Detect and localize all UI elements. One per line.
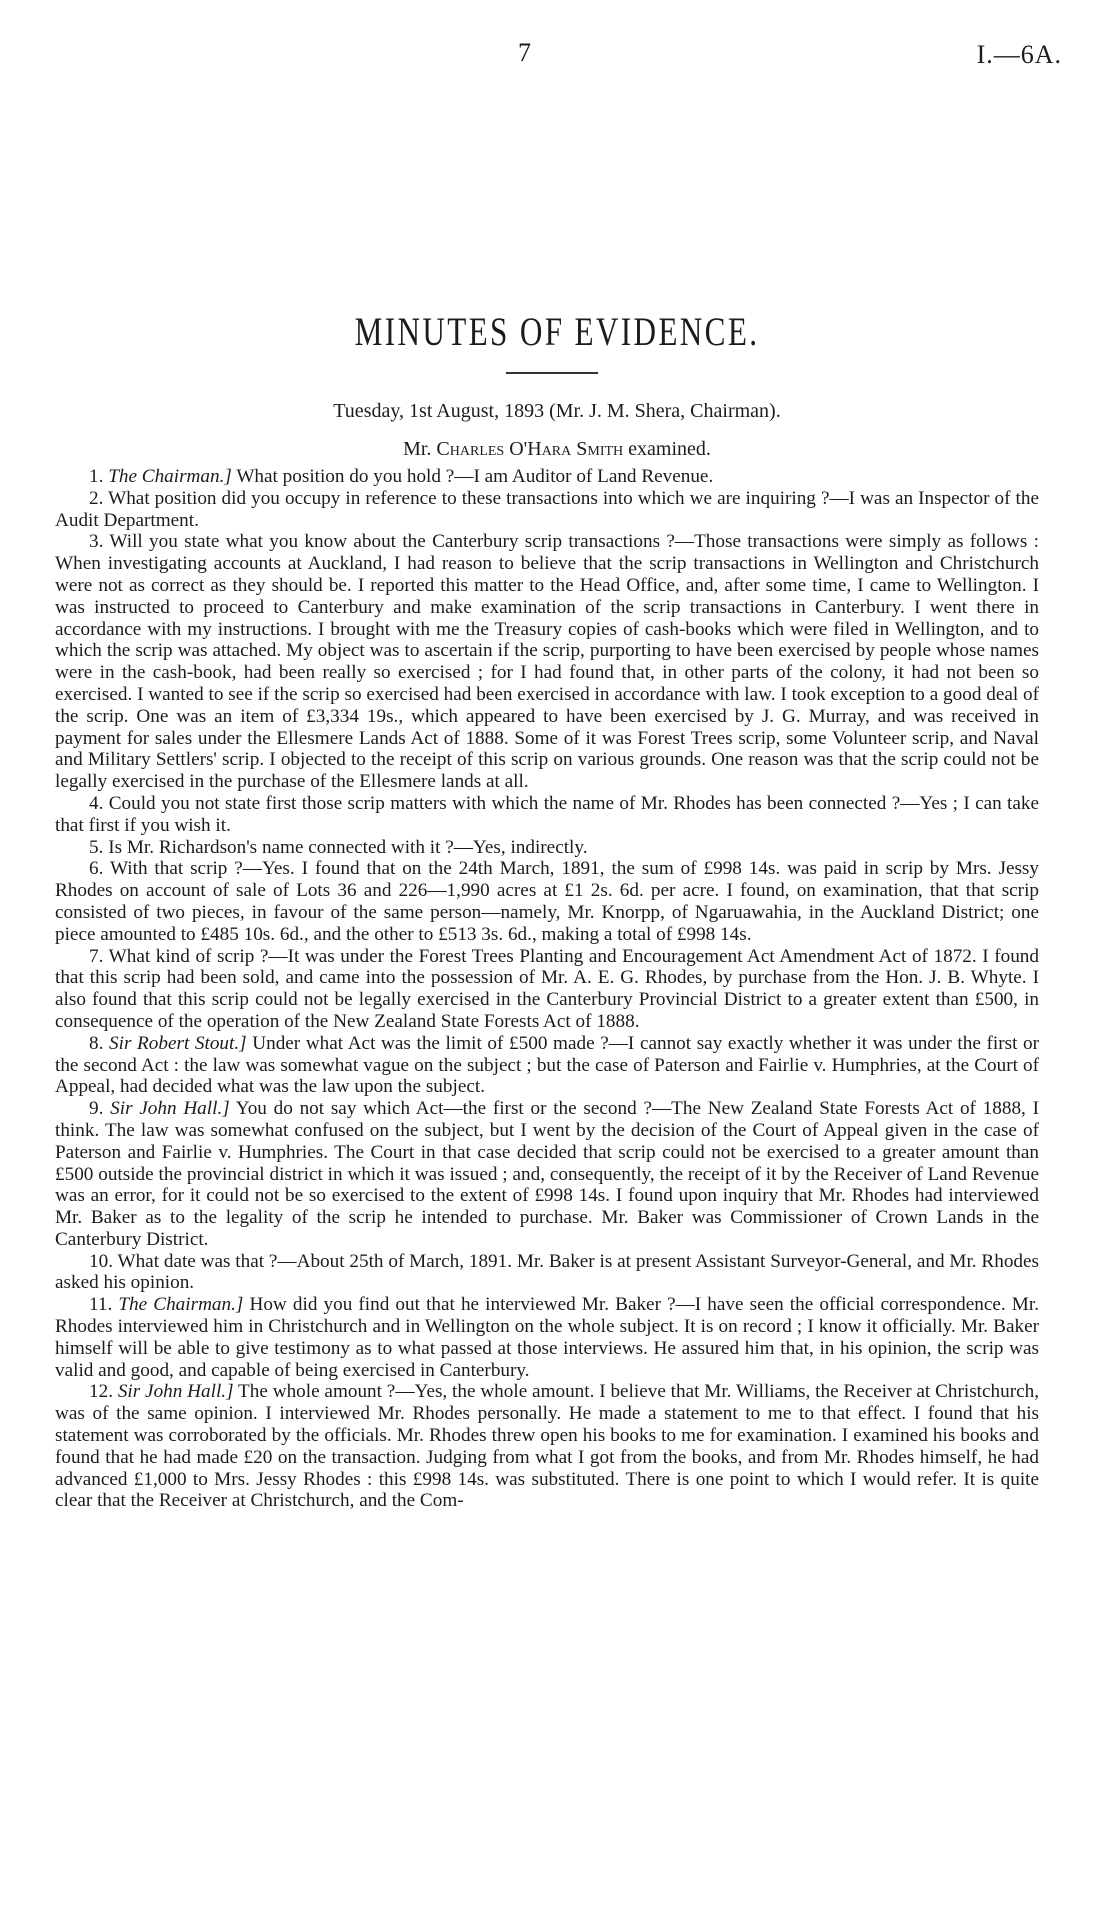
witness-suffix: examined. <box>628 438 711 460</box>
paragraph-text: You do not say which Act—the first or the second ?—The New Zealand State Forests Act of 1888, I think. The law was somewhat confused on the subject, but I went by the decision of the Court of Appeal given in the case of Paterson and Fairlie v. Humphries. The Court in that case decided that scrip could not be exercised to a greater amount than £500 outside the provincial district in which it was issued ; and, consequently, the receipt of it by the Receiver of Land Revenue was an error, for it could not be so exercised to the extent of £998 14s. I found upon inquiry that Mr. Rhodes had interviewed Mr. Baker as to the legality of the scrip he intended to purchase. Mr. Baker was Commissioner of Crown Lands in the Canterbury District. <box>55 1098 1039 1250</box>
paragraph-number: 9. <box>89 1098 104 1120</box>
evidence-paragraph <box>55 1098 1039 1251</box>
session-date-line: Tuesday, 1st August, 1893 (Mr. J. M. Shera, Chairman). <box>333 400 781 422</box>
paragraph-number: 12. <box>89 1381 113 1403</box>
page-header <box>0 38 1114 78</box>
speaker-label: The Chairman.] <box>118 1294 244 1316</box>
evidence-paragraph <box>55 1251 1039 1295</box>
evidence-paragraph <box>55 1381 1039 1512</box>
paragraph-text: The whole amount ?—Yes, the whole amount. I believe that Mr. Williams, the Receiver at Christchurch, was of the same opinion. I interviewed Mr. Rhodes personally. He made a statement to me to that effect. I found that his statement was corroborated by the officials. Mr. Rhodes threw open his books to me for examination. I examined his books and found that he had made £20 on the transaction. Judging from what I got from the books, and from Mr. Rhodes himself, he had advanced £1,000 to Mrs. Jessy Rhodes : this £998 14s. was substituted. There is one point to which I would refer. It is quite clear that the Receiver at Christchurch, and the Com- <box>55 1381 1040 1512</box>
speaker-label: Sir John Hall.] <box>117 1381 234 1403</box>
speaker-label: Sir Robert Stout.] <box>109 1032 247 1054</box>
witness-line <box>0 438 1114 461</box>
paragraph-number: 2. <box>89 487 104 509</box>
paragraph-number: 8. <box>89 1032 104 1054</box>
paragraph-text: With that scrip ?—Yes. I found that on the 24th March, 1891, the sum of £998 14s. was paid in scrip by Mrs. Jessy Rhodes on account of sale of Lots 36 and 226—1,990 acres at £1 2s. 6d. per acre. I found, on examination, that that scrip consisted of two pieces, in favour of the same person—namely, Mr. Knorpp, of Ngaruawahia, in the Auckland District; one piece amounted to £485 10s. 6d., and the other to £513 3s. 6d., making a total of £998 14s. <box>55 858 1039 945</box>
document-reference: I.—6A. <box>976 40 1062 69</box>
paragraph-text: Will you state what you know about the Canterbury scrip transactions ?—Those transactions were simply as follows : When investigating accounts at Auckland, I had reason to believe that the scrip transactions in Wellington and Christchurch were not as correct as they should be. I reported this matter to the Head Office, and, after some time, I came to Wellington. I was instructed to proceed to Canterbury and make examination of the scrip transactions in Canterbury. I went there in accordance with my instructions. I brought with me the Treasury copies of cash-books which were filed in Wellington, and to which the scrip was attached. My object was to ascertain if the scrip, purporting to have been exercised by people whose names were in the cash-book, had been really so exercised ; for I had found that, in other parts of the colony, it had not been so exercised. I wanted to see if the scrip so exercised had been exercised in accordance with law. I took exception to a good deal of the scrip. One was an item of £3,334 19s., which appeared to have been exercised by J. G. Murray, and was received in payment for sales under the Ellesmere Lands Act of 1888. Some of it was Forest Trees scrip, some Volunteer scrip, and Naval and Military Settlers' scrip. I objected to the receipt of this scrip on various grounds. One reason was that the scrip could not be legally exercised in the purchase of the Ellesmere lands at all. <box>55 531 1040 793</box>
paragraph-text: What date was that ?—About 25th of March, 1891. Mr. Baker is at present Assistant Surveyor-General, and Mr. Rhodes asked his opinion. <box>55 1250 1039 1294</box>
evidence-paragraph <box>55 1033 1039 1098</box>
speaker-label: Sir John Hall.] <box>110 1098 230 1120</box>
evidence-paragraph <box>55 837 1039 859</box>
evidence-paragraph <box>55 793 1039 837</box>
paragraph-number: 3. <box>89 531 104 553</box>
evidence-paragraph <box>55 531 1039 793</box>
paragraph-number: 5. <box>89 836 104 858</box>
paragraph-number: 10. <box>89 1250 113 1272</box>
evidence-paragraph <box>55 1294 1039 1381</box>
paragraph-number: 11. <box>89 1294 113 1316</box>
paragraph-text: What position did you occupy in reference to these transactions into which we are inquiring ?—I was an Inspector of the Audit Department. <box>55 487 1040 531</box>
witness-prefix: Mr. <box>403 438 432 460</box>
paragraph-number: 4. <box>89 792 104 814</box>
evidence-paragraph <box>55 488 1039 532</box>
witness-name: Charles O'Hara Smith <box>436 438 624 460</box>
page-title: MINUTES OF EVIDENCE. <box>354 309 760 354</box>
paragraph-number: 7. <box>89 945 104 967</box>
speaker-label: The Chairman.] <box>108 466 232 487</box>
evidence-body <box>55 466 1039 1512</box>
paragraph-number: 1. <box>89 466 104 487</box>
paragraph-text: Under what Act was the limit of £500 made ?—I cannot say exactly whether it was under the first or the second Act : the law was somewhat vague on the subject ; but the case of Paterson and Fairlie v. Humphries, at the Court of Appeal, had decided what was the law upon the subject. <box>55 1032 1040 1098</box>
paragraph-text: Could you not state first those scrip matters with which the name of Mr. Rhodes has been connected ?—Yes ; I can take that first if you wish it. <box>55 792 1040 836</box>
title-divider <box>506 372 598 374</box>
evidence-paragraph <box>55 466 1039 488</box>
paragraph-text: How did you find out that he interviewed Mr. Baker ?—I have seen the official correspondence. Mr. Rhodes interviewed him in Christchurch and in Wellington on the whole subject. It is on record ; I know it officially. Mr. Baker himself will be able to give testimony as to what passed at those interviews. He assured him that, in his opinion, the scrip was valid and good, and capable of being exercised in Canterbury. <box>55 1294 1039 1381</box>
paragraph-text: Is Mr. Richardson's name connected with it ?—Yes, indirectly. <box>108 836 588 858</box>
evidence-paragraph <box>55 858 1039 945</box>
evidence-paragraph <box>55 946 1039 1033</box>
paragraph-text: What position do you hold ?—I am Auditor of Land Revenue. <box>236 466 714 487</box>
paragraph-number: 6. <box>89 858 104 880</box>
page-number: 7 <box>518 38 531 67</box>
paragraph-text: What kind of scrip ?—It was under the Forest Trees Planting and Encouragement Act Amendment Act of 1872. I found that this scrip had been sold, and came into the possession of Mr. A. E. G. Rhodes, by purchase from the Hon. J. B. Whyte. I also found that this scrip could not be legally exercised in the Canterbury Provincial District to a greater extent than £500, in consequence of the operation of the New Zealand State Forests Act of 1888. <box>55 945 1039 1032</box>
